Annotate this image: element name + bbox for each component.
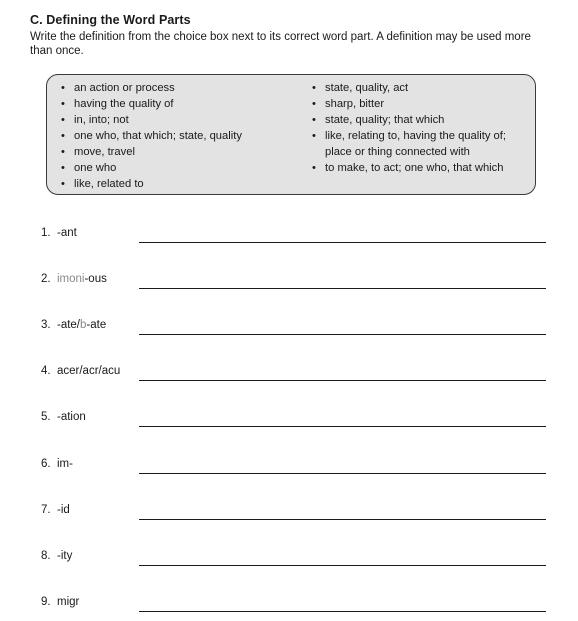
word-part-text: -ation	[56, 411, 86, 423]
item-number: 2.	[41, 273, 51, 285]
word-part-item	[41, 273, 547, 293]
word-part-text: migr	[56, 596, 80, 608]
word-part-label	[41, 273, 107, 285]
bullet-icon: •	[312, 82, 316, 94]
item-number: 6.	[41, 458, 51, 470]
choice-item-text: one who, that which; state, quality	[74, 130, 242, 142]
choice-item-text: state, quality, act	[325, 82, 409, 94]
choice-item	[312, 128, 534, 160]
word-part-label	[41, 458, 73, 470]
choice-item	[312, 80, 534, 96]
answer-line[interactable]	[139, 519, 546, 520]
choice-box	[46, 74, 536, 195]
word-part-text: im-	[56, 458, 73, 470]
bullet-icon: •	[61, 130, 65, 142]
word-part-text: imoni	[56, 273, 85, 285]
choice-item	[312, 96, 534, 112]
bullet-icon: •	[312, 162, 316, 174]
word-part-label	[41, 365, 120, 377]
choice-item-text: like, related to	[74, 178, 144, 190]
answer-line[interactable]	[139, 380, 546, 381]
answer-line[interactable]	[139, 611, 546, 612]
bullet-icon: •	[61, 146, 65, 158]
bullet-icon: •	[61, 178, 65, 190]
word-part-text: -ant	[56, 227, 77, 239]
choice-item	[312, 112, 534, 128]
item-number: 1.	[41, 227, 51, 239]
choice-item	[61, 176, 301, 192]
bullet-icon: •	[312, 130, 316, 142]
bullet-icon: •	[61, 98, 65, 110]
choice-item	[61, 96, 301, 112]
answer-line[interactable]	[139, 426, 546, 427]
word-part-text: -ous	[84, 273, 107, 285]
answer-line[interactable]	[139, 334, 546, 335]
word-part-text: -ate	[86, 319, 107, 331]
item-number: 3.	[41, 319, 51, 331]
choice-item-text: to make, to act; one who, that which	[325, 162, 504, 174]
word-part-text: -id	[56, 504, 70, 516]
choice-list-right	[312, 80, 534, 176]
word-part-item	[41, 319, 547, 339]
choice-item	[61, 112, 301, 128]
choice-item	[61, 160, 301, 176]
word-part-text: b	[80, 319, 87, 331]
choice-item	[312, 160, 534, 176]
choice-item	[61, 80, 301, 96]
word-part-text: acer/acr/acu	[56, 365, 121, 377]
word-part-text: -ity	[56, 550, 73, 562]
bullet-icon: •	[61, 82, 65, 94]
choice-item-text: sharp, bitter	[325, 98, 385, 110]
choice-item-text: move, travel	[74, 146, 135, 158]
word-part-item	[41, 411, 547, 431]
word-part-item	[41, 596, 547, 616]
word-part-item	[41, 227, 547, 247]
word-part-item	[41, 458, 547, 478]
answer-line[interactable]	[139, 288, 546, 289]
choice-item-text: one who	[74, 162, 117, 174]
choice-item-text: having the quality of	[74, 98, 174, 110]
word-part-label	[41, 411, 86, 423]
bullet-icon: •	[312, 98, 316, 110]
choice-item	[61, 128, 301, 144]
word-part-text: -ate/	[56, 319, 80, 331]
choice-item-text: in, into; not	[74, 114, 129, 126]
word-part-item	[41, 504, 547, 524]
bullet-icon: •	[61, 114, 65, 126]
instructions-text: Write the definition from the choice box next to its correct word part. A definition may be used more than once.	[30, 31, 531, 57]
answer-line[interactable]	[139, 565, 546, 566]
answer-line[interactable]	[139, 473, 546, 474]
item-number: 7.	[41, 504, 51, 516]
bullet-icon: •	[312, 114, 316, 126]
word-part-label	[41, 227, 77, 239]
word-part-label	[41, 504, 70, 516]
choice-list-left	[61, 80, 301, 192]
word-part-label	[41, 596, 79, 608]
choice-item-text: like, relating to, having the quality of; place or thing connected with	[325, 130, 506, 158]
item-number: 8.	[41, 550, 51, 562]
item-number: 4.	[41, 365, 51, 377]
answer-line[interactable]	[139, 242, 546, 243]
word-part-label	[41, 550, 72, 562]
choice-item-text: an action or process	[74, 82, 175, 94]
choice-item-text: state, quality; that which	[325, 114, 445, 126]
word-part-label	[41, 319, 106, 331]
bullet-icon: •	[61, 162, 65, 174]
item-number: 5.	[41, 411, 51, 423]
word-part-item	[41, 550, 547, 570]
item-number: 9.	[41, 596, 51, 608]
section-heading: C. Defining the Word Parts	[30, 13, 191, 27]
word-part-item	[41, 365, 547, 385]
choice-item	[61, 144, 301, 160]
